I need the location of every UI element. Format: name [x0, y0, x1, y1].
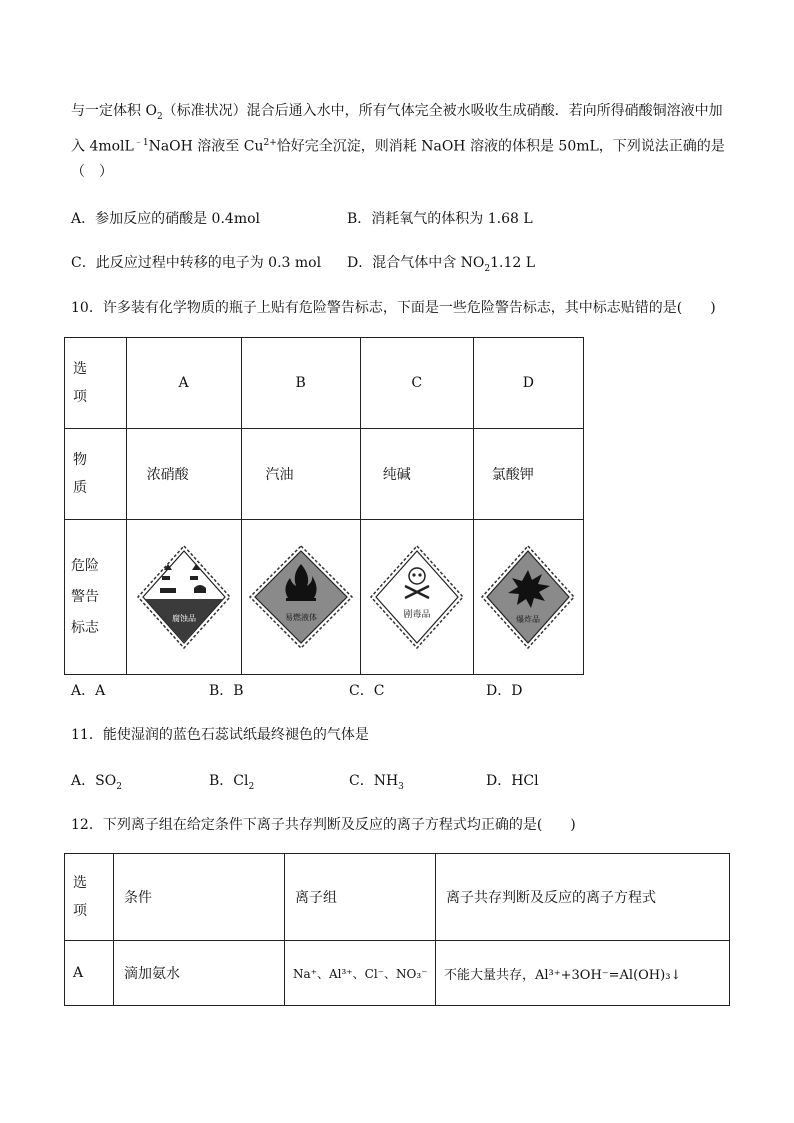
q10-substance-label: 物 质 [65, 429, 127, 520]
flame-icon [246, 542, 356, 652]
q9-option-b[interactable]: B．消耗氧气的体积为 1.68 L [347, 211, 533, 227]
q10-sign-label: 危险 警告 标志 [65, 520, 127, 675]
svg-text:剧毒品: 剧毒品 [403, 610, 431, 620]
q9-paren: （ ） [71, 164, 113, 180]
q10-substance-c: 纯碱 [360, 429, 473, 520]
svg-text:腐蚀品: 腐蚀品 [171, 614, 196, 623]
corrosive-icon [134, 542, 234, 652]
q12-row-a-condition: 滴加氨水 [114, 941, 285, 1006]
q12-table [64, 853, 730, 1006]
q9-line2: 入 4molL$^{﹣1}$NaOH 溶液至 $Cu^{2+}$恰好完全沉淀，则消耗 NaOH 溶液的体积是 50mL，下列说法正确的是 [71, 138, 725, 155]
q11-option-c[interactable]: C．$NH_3$ [349, 773, 404, 792]
q10-option-b[interactable]: B．B [209, 683, 244, 699]
q9-option-a[interactable]: A．参加反应的硝酸是 0.4mol [71, 211, 261, 227]
explosion-icon [478, 542, 578, 652]
svg-text:易燃液体: 易燃液体 [284, 613, 317, 622]
q10-stem: 10．许多装有化学物质的瓶子上贴有危险警告标志，下面是一些危险警告标志，其中标志贴错的是( ) [71, 300, 716, 316]
q9-line1: 与一定体积 $O_2$（标准状况）混合后通入水中，所有气体完全被水吸收生成硝酸．若向所得硝酸铜溶液中加 [71, 103, 723, 122]
skull-icon [367, 542, 467, 652]
toxic-sign [360, 520, 473, 675]
q10-option-c[interactable]: C．C [349, 683, 385, 699]
q12-header-judgement: 离子共存判断及反应的离子方程式 [436, 854, 730, 941]
flammable-liquid-sign [241, 520, 360, 675]
q10-col-b: B [241, 338, 360, 429]
q12-stem: 12．下列离子组在给定条件下离子共存判断及反应的离子方程式均正确的是( ) [71, 817, 576, 833]
svg-text:爆炸品: 爆炸品 [516, 615, 541, 624]
q10-option-a[interactable]: A．A [71, 683, 106, 699]
explosive-sign [473, 520, 583, 675]
q12-row-a-option: A [65, 941, 114, 1006]
q10-header-label: 选 项 [65, 338, 127, 429]
q10-option-d[interactable]: D．D [486, 683, 523, 699]
q9-option-c[interactable]: C．此反应过程中转移的电子为 0.3 mol [71, 255, 322, 271]
q12-header-ions: 离子组 [285, 854, 436, 941]
q10-substance-d: 氯酸钾 [473, 429, 583, 520]
q11-option-a[interactable]: A．$SO_2$ [71, 773, 122, 792]
q12-row-a-ions: Na⁺、Al³⁺、Cl⁻、NO₃⁻ [285, 941, 436, 1006]
q11-option-d[interactable]: D．HCl [486, 773, 539, 789]
q12-header-condition: 条件 [114, 854, 285, 941]
q12-row-a-judgement: 不能大量共存，Al³⁺+3OH⁻=Al(OH)₃↓ [436, 941, 730, 1006]
q11-stem: 11．能使湿润的蓝色石蕊试纸最终褪色的气体是 [71, 727, 369, 743]
q10-substance-a: 浓硝酸 [126, 429, 241, 520]
q10-substance-b: 汽油 [241, 429, 360, 520]
q12-header-option: 选项 [65, 854, 114, 941]
q10-table [64, 337, 584, 675]
q9-option-d[interactable]: D．混合气体中含 $NO_21.12$ L [347, 255, 536, 274]
q11-option-b[interactable]: B．$Cl_2$ [209, 773, 255, 792]
q10-col-c: C [360, 338, 473, 429]
corrosive-sign [126, 520, 241, 675]
q10-col-a: A [126, 338, 241, 429]
q10-col-d: D [473, 338, 583, 429]
